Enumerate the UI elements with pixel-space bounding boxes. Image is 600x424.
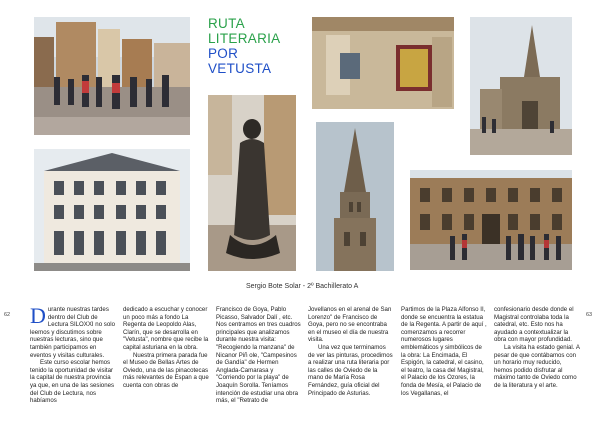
body-column-6: [494, 306, 580, 390]
paragraph: Francisco de Goya, Pablo Picasso, Salvador Dalí , etc. Nos centramos en tres cuadros principales que analizamos durante nuestra visita: "Recogiendo la manzana" de Nicanor Piñ ole, "Campesinos de Gandía" de Hermen Anglada-Camarasa y "Corriendo por la playa" de Joaquín Sorolla. Teníamos intención de estudiar una obra más, el "Retrato de: [216, 306, 301, 405]
paragraph: Partimos de la Plaza Alfonso II, donde se encuentra la estatua de la Regenta. A partir de aquí , comenzamos a recorrer numerosos lugares emblemáticos y simbólicos de la obra: La Encimada, El Espigón, la catedral, el casino, el teatro, la casa del Magistral, el Palacio de los Ozores, la fonda de Mesía, el Palacio de los Vegallanas, el: [401, 306, 487, 397]
drop-cap: D: [30, 303, 46, 328]
photo-cathedral-square: [470, 17, 572, 155]
body-column-4: [308, 306, 394, 397]
author-caption: Sergio Bote Solar - 2º Bachillerato A: [246, 283, 359, 290]
page-number-right: 63: [586, 312, 593, 318]
photo-palace-group: [410, 170, 572, 270]
body-column-3: [216, 306, 302, 405]
body-column-1: [30, 303, 116, 405]
title-line-4: VETUSTA: [208, 61, 272, 76]
paragraph: dedicado a escuchar y conocer un poco más a fondo La Regenta de Leopoldo Alas, Clarín, que se desarrolla en "Vetusta", nombre que recibe la capital asturiana en la obra.: [123, 306, 209, 351]
title-line-2: LITERARIA: [208, 31, 281, 46]
photo-cathedral-spire: [316, 122, 394, 271]
article-title: [208, 16, 298, 76]
paragraph: Nuestra primera parada fue el Museo de Bellas Artes de Oviedo, una de las pinacotecas más relevantes de Espan a que cuenta con obras de: [123, 351, 209, 389]
body-column-5: [401, 306, 487, 397]
photo-museum-paintings: [312, 17, 454, 109]
paragraph-text: urante nuestras tardes dentro del Club de Lectura SILOXXI no solo leemos y discutimos sobre nuestras lecturas, sino que también participamos en eventos y visitas culturales.: [30, 306, 115, 359]
paragraph: [30, 303, 116, 359]
paragraph: Este curso escolar hemos tenido la oportunidad de visitar la capital de nuestra provincia ya que, en una de las sesiones del Club de Lectura, nos habíamos: [30, 359, 115, 405]
paragraph: Jovellanos en el arenal de San Lorenzo" de Francisco de Goya, pero no se encontraba en el museo el día de nuestra visita.: [308, 306, 392, 344]
body-column-2: [123, 306, 209, 390]
photo-group-plaza: [34, 17, 190, 135]
page-number-left: 62: [4, 312, 11, 318]
paragraph: Una vez que terminamos de ver las pinturas, procedimos a realizar una ruta literaria por las calles de Oviedo de la mano de María Rosa Fernández, guía oficial del Principado de Asturias.: [308, 343, 393, 397]
paragraph: La visita ha estado genial. A pesar de que contábamos con un horario muy reducido, hemos podido disfrutar al máximo tanto de Oviedo como de la literatura y el arte.: [494, 343, 580, 389]
photo-regenta-statue: [208, 95, 296, 271]
title-line-1: RUTA: [208, 16, 245, 31]
paragraph: confesionario desde donde el Magistral controlaba toda la catedral, etc. Esto nos ha ayudado a contextualizar la obra con mayor profundidad.: [494, 306, 574, 344]
title-line-3: POR: [208, 46, 239, 61]
photo-historic-building: [34, 149, 190, 271]
